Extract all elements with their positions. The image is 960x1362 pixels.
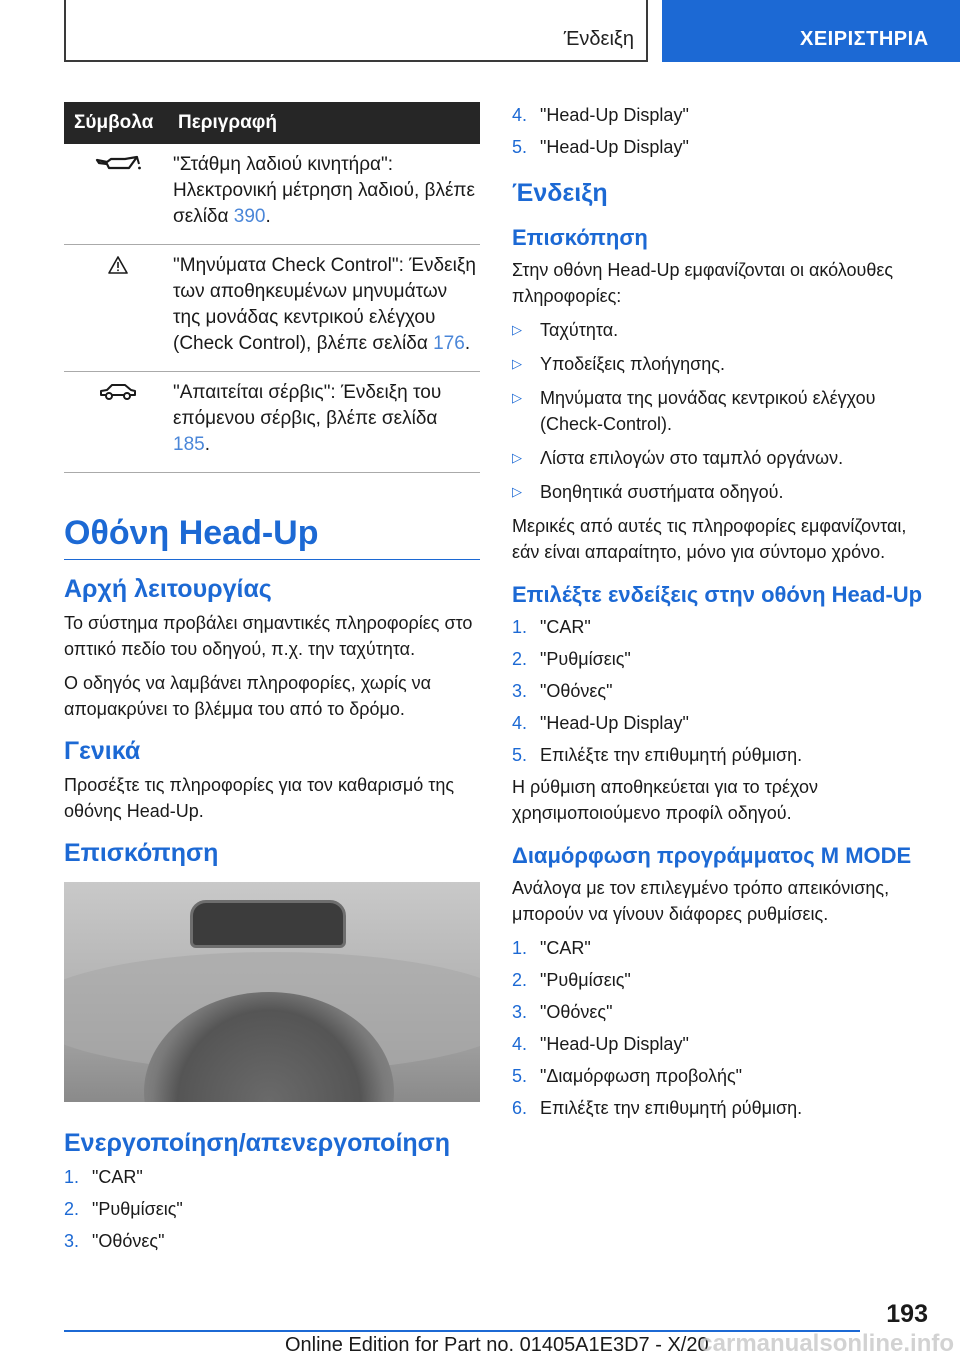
page-number: 193 <box>886 1300 928 1328</box>
mmode-heading: Διαμόρφωση προγράμματος M MODE <box>512 843 912 868</box>
list-item: 5. "Head-Up Display" <box>512 137 689 157</box>
general-paragraph: Προσέξτε τις πληροφορίες για τον καθαρισμό της οθόνης Head-Up. <box>64 775 455 821</box>
list-item: 1. "CAR" <box>512 938 591 958</box>
list-item: 5. Επιλέξτε την επιθυμητή ρύθμιση. <box>512 745 803 765</box>
edition-text: Online Edition for Part no. 01405A1E3D7 - X/20 <box>285 1334 709 1356</box>
select-steps <box>512 614 928 768</box>
list-item: 4. "Head-Up Display" <box>512 713 689 733</box>
symbol-table <box>64 102 480 473</box>
mmode-paragraph: Ανάλογα με τον επιλεγμένο τρόπο απεικόνισης, μπορούν να γίνουν διάφορες ρυθμίσεις. <box>512 878 890 924</box>
section-label: Ένδειξη <box>563 28 634 50</box>
table-header-description: Περιγραφή <box>172 102 480 144</box>
table-row <box>64 372 480 473</box>
head-up-display-photo <box>64 882 480 1102</box>
list-item: 3. "Οθόνες" <box>512 681 613 701</box>
overview-note: Μερικές από αυτές τις πληροφορίες εμφανίζονται, εάν είναι απαραίτητο, μόνο για σύντομο χρόνο. <box>512 516 907 562</box>
list-item: 3. "Οθόνες" <box>512 1002 613 1022</box>
general-heading: Γενικά <box>64 737 141 765</box>
display-heading: Ένδειξη <box>512 179 608 207</box>
select-heading: Επιλέξτε ενδείξεις στην οθόνη Head-Up <box>512 582 923 607</box>
list-item: 2. "Ρυθμίσεις" <box>512 649 631 669</box>
oil-can-icon <box>64 144 172 245</box>
list-item: 6. Επιλέξτε την επιθυμητή ρύθμιση. <box>512 1098 803 1118</box>
list-item: ▷ Ταχύτητα. <box>512 320 619 340</box>
activation-steps-continued <box>512 102 928 160</box>
list-item: 3. "Οθόνες" <box>64 1231 165 1251</box>
car-service-icon <box>64 372 172 473</box>
table-cell-description: "Απαιτείται σέρβις": Ένδειξη του επόμενου σέρβις, βλέπε σελίδα 185. <box>173 382 442 455</box>
table-row <box>64 144 480 245</box>
list-item: 1. "CAR" <box>64 1167 143 1187</box>
overview-bullets <box>512 317 928 505</box>
left-column <box>64 102 480 1260</box>
table-header-symbol: Σύμβολα <box>64 102 172 144</box>
list-item: 1. "CAR" <box>512 617 591 637</box>
warning-triangle-icon <box>64 245 172 372</box>
section-title: Οθόνη Head-Up <box>64 513 480 560</box>
list-item: ▷ Υποδείξεις πλοήγησης. <box>512 354 725 374</box>
watermark-logo: carmanualsonline.info <box>699 1330 954 1357</box>
select-note: Η ρύθμιση αποθηκεύεται για το τρέχον χρησιμοποιούμενο προφίλ οδηγού. <box>512 777 818 823</box>
list-item: ▷ Λίστα επιλογών στο ταμπλό οργάνων. <box>512 448 844 468</box>
overview-heading: Επισκόπηση <box>512 225 648 250</box>
page-link[interactable]: 176 <box>433 333 465 354</box>
principle-paragraph-1: Το σύστημα προβάλει σημαντικές πληροφορίες στο οπτικό πεδίο του οδηγού, π.χ. την ταχύτητα. <box>64 613 473 659</box>
overview-heading: Επισκόπηση <box>64 839 219 867</box>
page-link[interactable]: 185 <box>173 434 205 455</box>
header-box <box>64 0 648 62</box>
right-column <box>512 102 928 1127</box>
activation-heading: Ενεργοποίηση/απενεργοποίηση <box>64 1129 451 1157</box>
list-item: ▷ Βοηθητικά συστήματα οδηγού. <box>512 482 784 502</box>
list-item: ▷ Μηνύματα της μονάδας κεντρικού ελέγχου (Check-Control). <box>512 388 876 434</box>
mmode-steps <box>512 935 928 1121</box>
page-link[interactable]: 390 <box>233 206 266 227</box>
table-cell-description: "Μηνύματα Check Control": Ένδειξη των αποθηκευμένων μηνυμάτων της μονάδας κεντρικού ελέγχου (Check Control), βλέπε σελίδα 176. <box>173 255 476 354</box>
list-item: 4. "Head-Up Display" <box>512 105 689 125</box>
list-item: 4. "Head-Up Display" <box>512 1034 689 1054</box>
activation-steps <box>64 1164 480 1254</box>
table-cell-description: "Στάθμη λαδιού κινητήρα": Ηλεκτρονική μέτρηση λαδιού, βλέπε σελίδα 390. <box>173 154 475 227</box>
list-item: 5. "Διαμόρφωση προβολής" <box>512 1066 743 1086</box>
hud-projector <box>190 900 346 948</box>
principle-paragraph-2: Ο οδηγός να λαμβάνει πληροφορίες, χωρίς να απομακρύνει το βλέμμα του από το δρόμο. <box>64 673 432 719</box>
list-item: 2. "Ρυθμίσεις" <box>512 970 631 990</box>
overview-paragraph: Στην οθόνη Head-Up εμφανίζονται οι ακόλουθες πληροφορίες: <box>512 260 894 306</box>
chapter-tab[interactable]: ΧΕΙΡΙΣΤΗΡΙΑ <box>662 0 960 62</box>
table-row <box>64 245 480 372</box>
list-item: 2. "Ρυθμίσεις" <box>64 1199 183 1219</box>
principle-heading: Αρχή λειτουργίας <box>64 575 272 603</box>
